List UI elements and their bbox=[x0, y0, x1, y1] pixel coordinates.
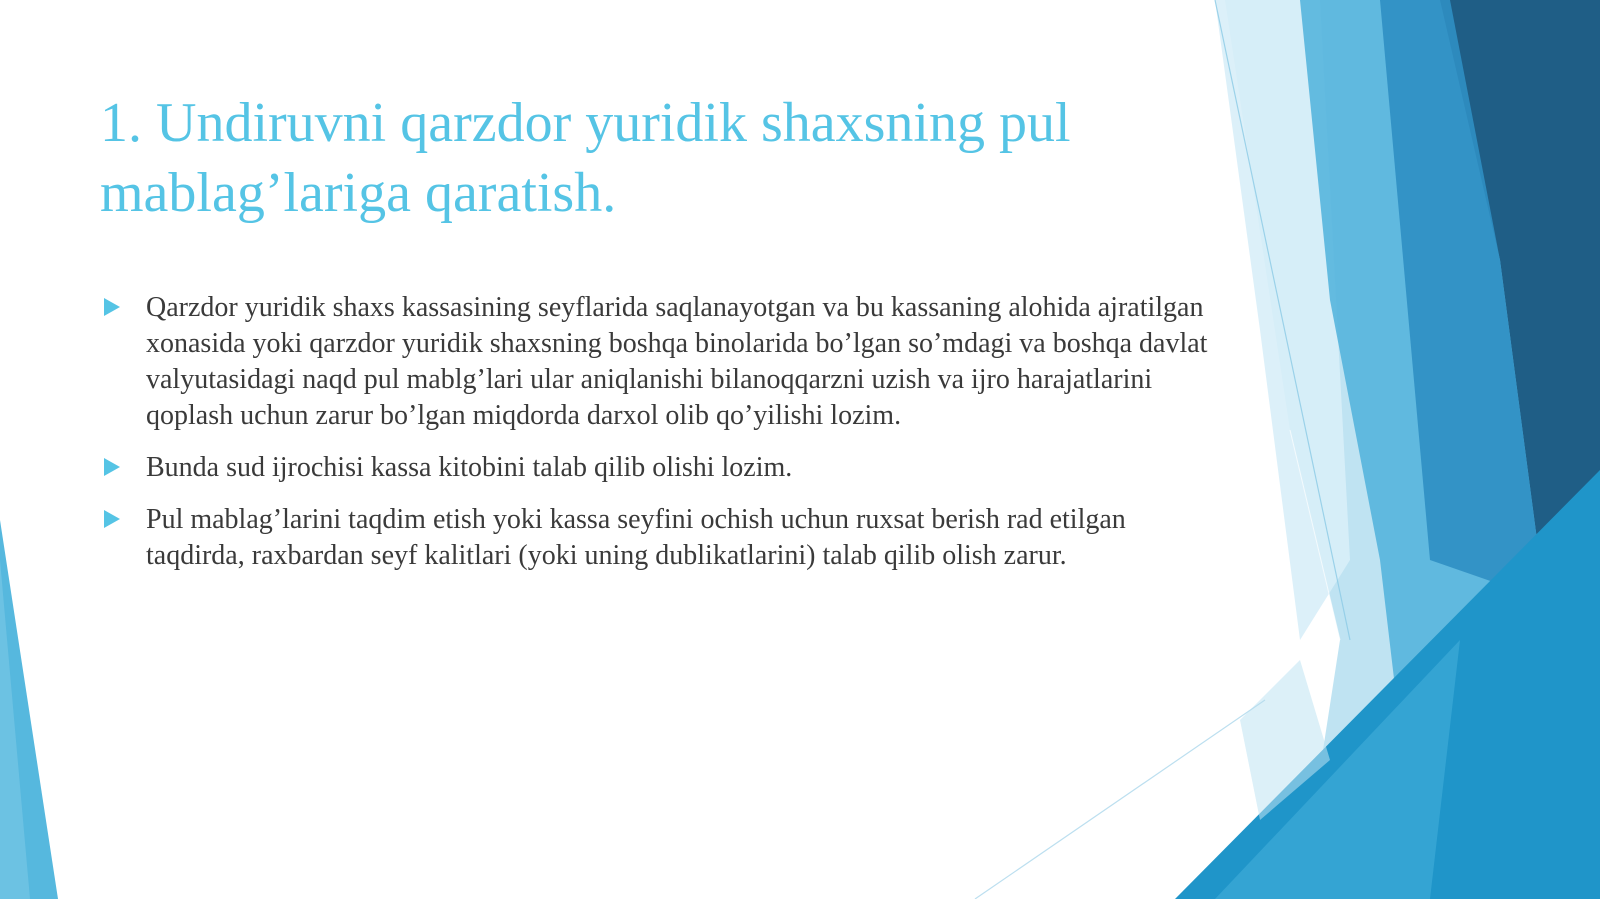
bullet-item bbox=[100, 450, 1210, 486]
bullet-item bbox=[100, 290, 1210, 434]
triangle-bullet-icon bbox=[104, 298, 120, 316]
bullet-item bbox=[100, 502, 1210, 574]
bullet-text: Qarzdor yuridik shaxs kassasining seyflarida saqlanayotgan va bu kassaning alohida ajratilgan xonasida yoki qarzdor yuridik shaxsning boshqa binolarida bo’lgan so’mdagi va boshqa davlat valyutasidagi naqd pul mablg’lari ular aniqlanishi bilanoqqarzni uzish va ijro harajatlarini qoplash uchun zarur bo’lgan miqdorda darxol olib qo’yilishi lozim. bbox=[146, 292, 1208, 431]
bullet-text: Pul mablag’larini taqdim etish yoki kassa seyfini ochish uchun ruxsat berish rad etilgan taqdirda, raxbardan seyf kalitlari (yoki uning dublikatlarini) talab qilib olish zarur. bbox=[146, 504, 1126, 571]
bullet-text: Bunda sud ijrochisi kassa kitobini talab qilib olishi lozim. bbox=[146, 452, 793, 483]
bullet-list bbox=[100, 290, 1210, 590]
triangle-bullet-icon bbox=[104, 458, 120, 476]
slide-title: 1. Undiruvni qarzdor yuridik shaxsning pul mablag’lariga qaratish. bbox=[100, 92, 1071, 224]
triangle-bullet-icon bbox=[104, 510, 120, 528]
